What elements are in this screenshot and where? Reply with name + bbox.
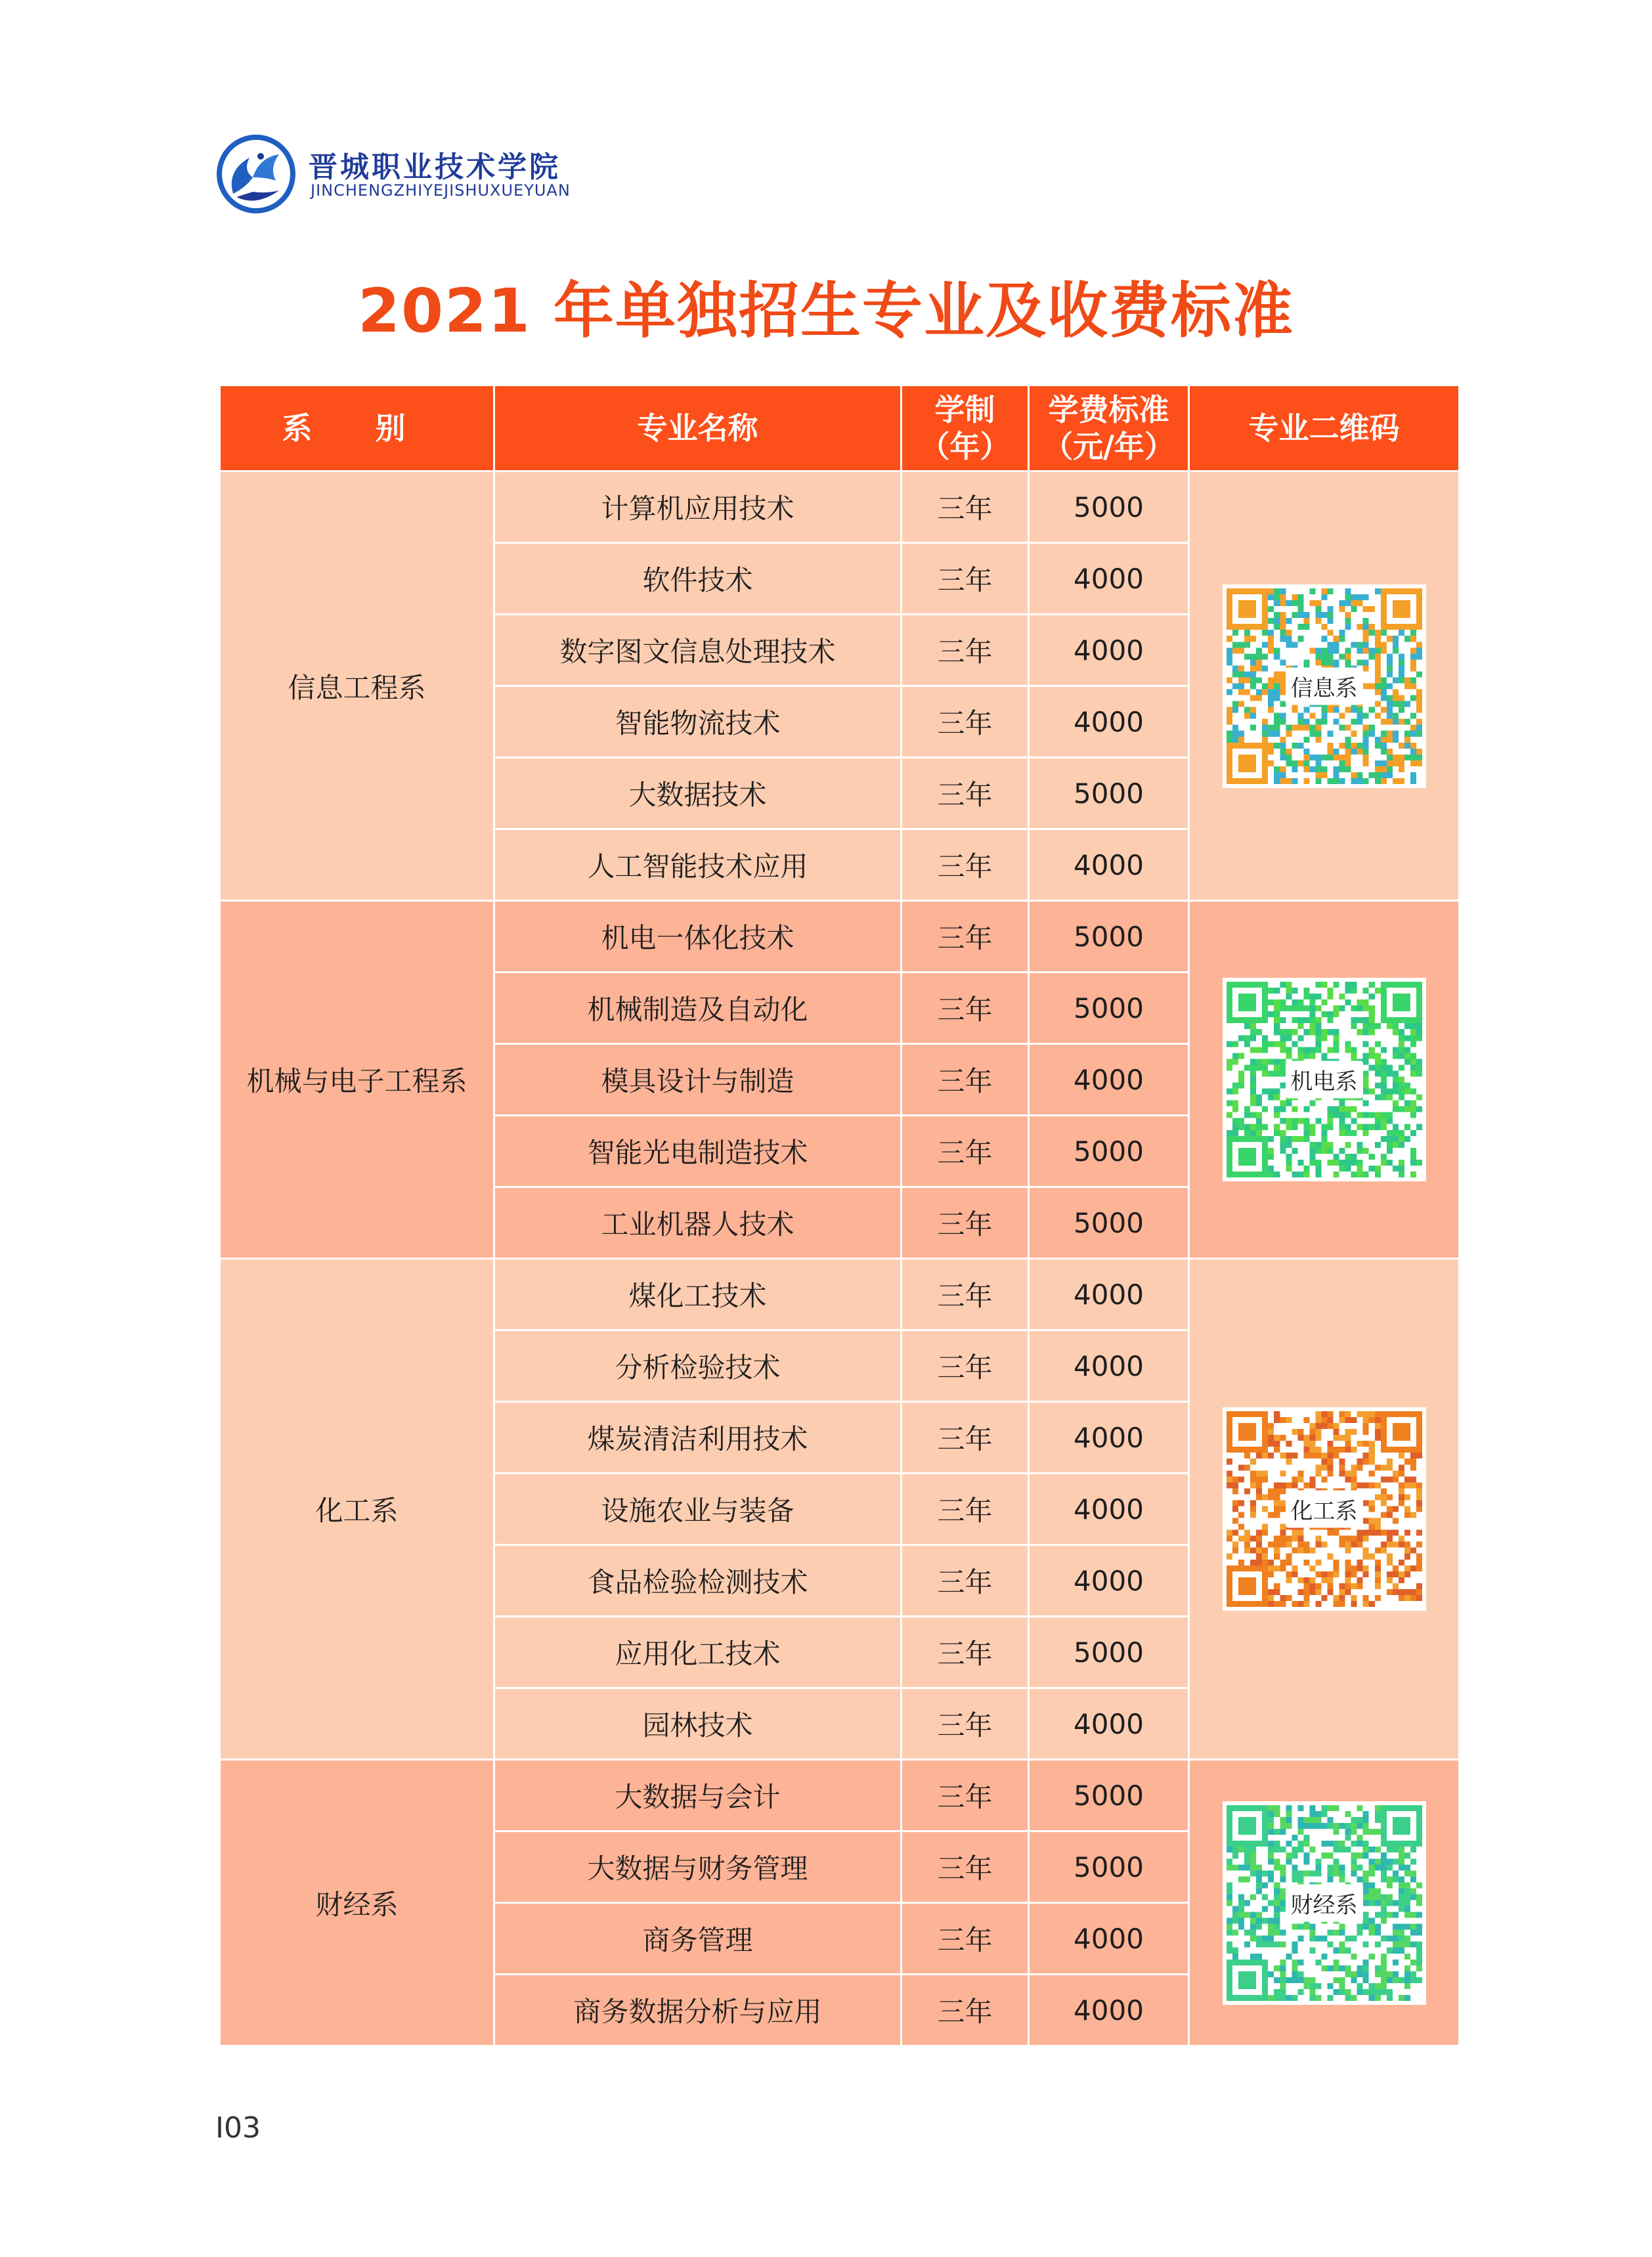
major-cell: 计算机应用技术	[494, 471, 902, 543]
qr-label: 信息系	[1286, 667, 1363, 705]
years-cell: 三年	[902, 543, 1029, 615]
fee-cell: 5000	[1029, 973, 1189, 1044]
qr-wrap	[1190, 1407, 1458, 1611]
college-name-cn: 晋城职业技术学院	[309, 150, 561, 184]
years-cell: 三年	[902, 1187, 1029, 1259]
years-cell: 三年	[902, 1116, 1029, 1187]
fee-cell: 4000	[1029, 543, 1189, 615]
fee-cell: 4000	[1029, 1903, 1189, 1975]
qr-label: 机电系	[1286, 1061, 1363, 1099]
fee-cell: 4000	[1029, 1402, 1189, 1474]
major-cell: 大数据与财务管理	[494, 1831, 902, 1903]
dept-cell-mech: 机械与电子工程系	[220, 901, 494, 1259]
major-cell: 工业机器人技术	[494, 1187, 902, 1259]
college-name-en: JINCHENGZHIYEJISHUXUEYUAN	[311, 181, 571, 200]
years-cell: 三年	[902, 1688, 1029, 1760]
qr-cell-mech	[1189, 901, 1460, 1259]
col-header-dept	[220, 385, 494, 471]
table-row	[220, 1760, 1460, 1831]
major-cell: 应用化工技术	[494, 1617, 902, 1688]
col-header-major: 专业名称	[494, 385, 902, 471]
fee-cell: 4000	[1029, 686, 1189, 758]
col-header-fee-line1: 学费标准	[1048, 392, 1169, 427]
major-cell: 智能物流技术	[494, 686, 902, 758]
page-number: I03	[215, 2111, 261, 2145]
col-header-years	[902, 385, 1029, 471]
fee-cell: 5000	[1029, 1760, 1189, 1831]
page-title: 2021 年单独招生专业及收费标准	[357, 276, 1295, 346]
fee-cell: 4000	[1029, 1330, 1189, 1402]
major-cell: 大数据与会计	[494, 1760, 902, 1831]
fee-cell: 4000	[1029, 1474, 1189, 1545]
qr-cell-info	[1189, 471, 1460, 901]
qr-label: 财经系	[1286, 1884, 1363, 1921]
years-cell: 三年	[902, 471, 1029, 543]
major-cell: 模具设计与制造	[494, 1044, 902, 1116]
major-cell: 机电一体化技术	[494, 901, 902, 973]
qr-wrap	[1190, 584, 1458, 788]
years-cell: 三年	[902, 686, 1029, 758]
fee-cell: 5000	[1029, 901, 1189, 973]
fee-cell: 4000	[1029, 1545, 1189, 1617]
qr-code-icon[interactable]	[1223, 1407, 1426, 1611]
fee-cell: 5000	[1029, 1116, 1189, 1187]
col-header-fee	[1029, 385, 1189, 471]
years-cell: 三年	[902, 1831, 1029, 1903]
table-header-row	[220, 385, 1460, 471]
years-cell: 三年	[902, 1903, 1029, 1975]
major-cell: 商务数据分析与应用	[494, 1975, 902, 2046]
years-cell: 三年	[902, 1402, 1029, 1474]
major-cell: 设施农业与装备	[494, 1474, 902, 1545]
fee-cell: 5000	[1029, 471, 1189, 543]
dept-cell-info: 信息工程系	[220, 471, 494, 901]
major-cell: 数字图文信息处理技术	[494, 615, 902, 686]
fee-cell: 4000	[1029, 1259, 1189, 1330]
fee-cell: 5000	[1029, 1617, 1189, 1688]
years-cell: 三年	[902, 973, 1029, 1044]
table-row	[220, 901, 1460, 973]
fee-cell: 5000	[1029, 1831, 1189, 1903]
major-cell: 软件技术	[494, 543, 902, 615]
table-row	[220, 1259, 1460, 1330]
years-cell: 三年	[902, 1474, 1029, 1545]
phoenix-emblem-icon	[213, 131, 299, 217]
page-number-value: 03	[223, 2111, 261, 2145]
fee-cell: 4000	[1029, 1688, 1189, 1760]
major-cell: 机械制造及自动化	[494, 973, 902, 1044]
col-header-fee-line2: （元/年）	[1043, 429, 1175, 464]
major-cell: 园林技术	[494, 1688, 902, 1760]
col-header-years-line2: （年）	[919, 429, 1011, 464]
years-cell: 三年	[902, 1044, 1029, 1116]
qr-code-icon[interactable]	[1223, 978, 1426, 1181]
fee-table	[219, 384, 1460, 2047]
col-header-qr: 专业二维码	[1189, 385, 1460, 471]
years-cell: 三年	[902, 1975, 1029, 2046]
years-cell: 三年	[902, 1259, 1029, 1330]
years-cell: 三年	[902, 758, 1029, 829]
col-header-dept-label: 系 别	[282, 410, 432, 446]
qr-code-icon[interactable]	[1223, 1801, 1426, 2005]
major-cell: 大数据技术	[494, 758, 902, 829]
major-cell: 人工智能技术应用	[494, 829, 902, 901]
qr-label: 化工系	[1286, 1491, 1363, 1528]
fee-cell: 5000	[1029, 758, 1189, 829]
qr-code-icon[interactable]	[1223, 584, 1426, 788]
years-cell: 三年	[902, 1545, 1029, 1617]
qr-wrap	[1190, 1801, 1458, 2005]
fee-cell: 5000	[1029, 1187, 1189, 1259]
qr-cell-chem	[1189, 1259, 1460, 1760]
years-cell: 三年	[902, 615, 1029, 686]
college-logo	[213, 131, 634, 217]
years-cell: 三年	[902, 1760, 1029, 1831]
years-cell: 三年	[902, 1617, 1029, 1688]
qr-cell-fin	[1189, 1760, 1460, 2046]
years-cell: 三年	[902, 901, 1029, 973]
fee-cell: 4000	[1029, 615, 1189, 686]
dept-cell-chem: 化工系	[220, 1259, 494, 1760]
major-cell: 煤化工技术	[494, 1259, 902, 1330]
qr-wrap	[1190, 978, 1458, 1181]
fee-cell: 4000	[1029, 1044, 1189, 1116]
years-cell: 三年	[902, 1330, 1029, 1402]
major-cell: 智能光电制造技术	[494, 1116, 902, 1187]
dept-cell-fin: 财经系	[220, 1760, 494, 2046]
fee-cell: 4000	[1029, 1975, 1189, 2046]
fee-cell: 4000	[1029, 829, 1189, 901]
major-cell: 商务管理	[494, 1903, 902, 1975]
fee-table-body	[220, 471, 1460, 2046]
major-cell: 分析检验技术	[494, 1330, 902, 1402]
major-cell: 煤炭清洁利用技术	[494, 1402, 902, 1474]
table-row	[220, 471, 1460, 543]
col-header-years-line1: 学制	[934, 392, 995, 427]
major-cell: 食品检验检测技术	[494, 1545, 902, 1617]
years-cell: 三年	[902, 829, 1029, 901]
